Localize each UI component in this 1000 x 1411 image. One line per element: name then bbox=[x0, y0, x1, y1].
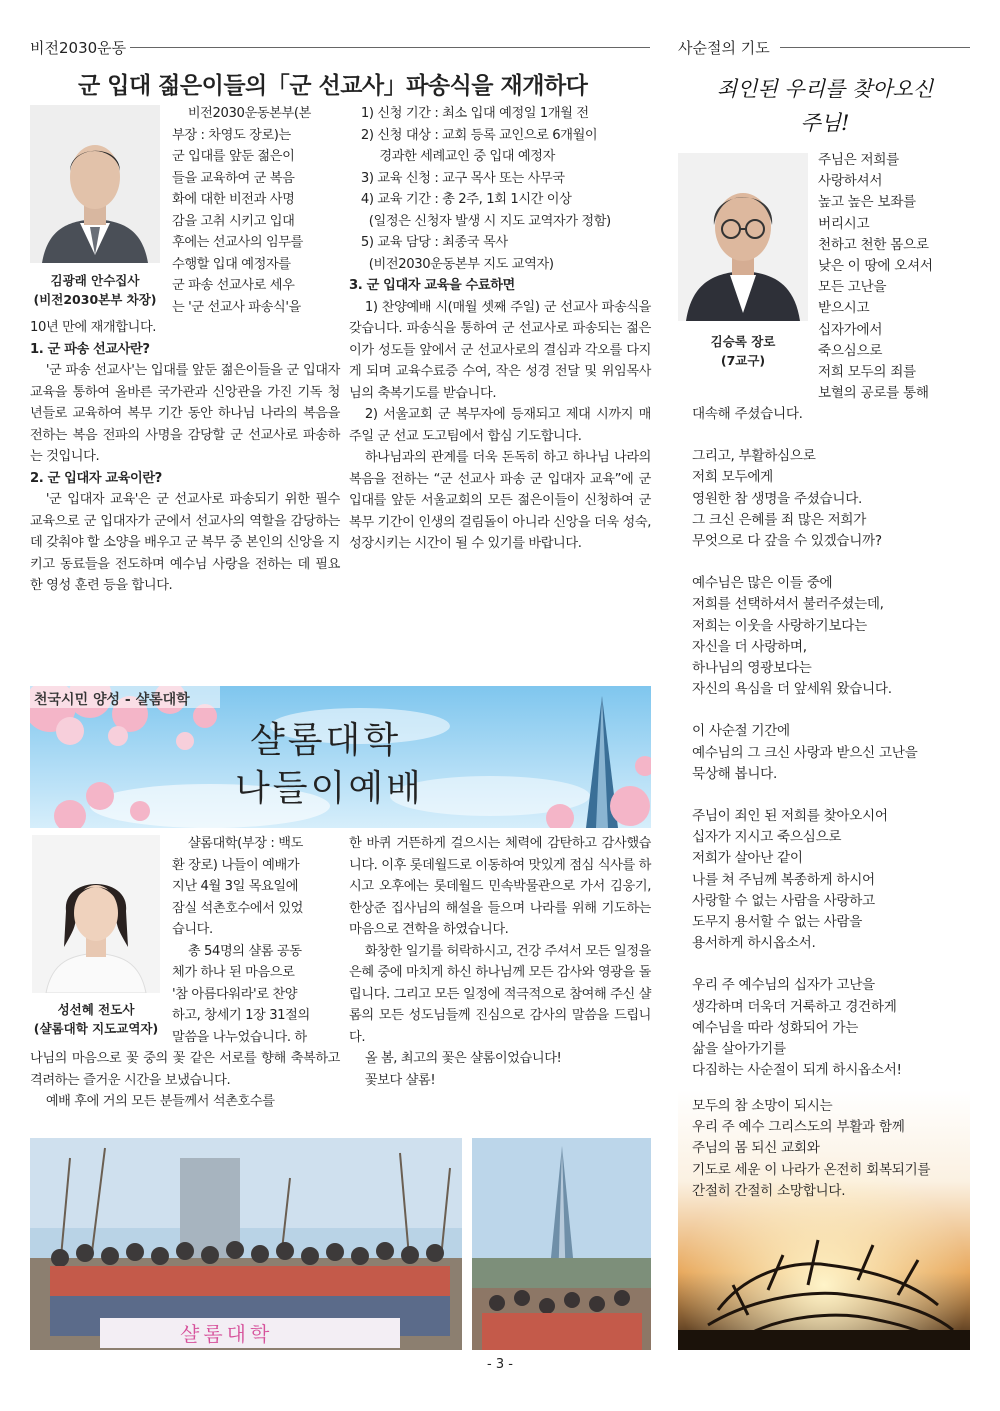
prayer-final-stanza bbox=[692, 1096, 968, 1202]
caption-role: (샬롬대학 지도교역자) bbox=[33, 1021, 159, 1036]
prayer-line: 저희 모두에게 bbox=[692, 469, 774, 486]
intro-line: 체가 하나 된 마음으로 bbox=[172, 965, 295, 980]
banner-label: 천국시민 양성 - 샬롬대학 bbox=[34, 692, 190, 708]
list-item: 경과한 세례교인 중 입대 예정자 bbox=[379, 149, 555, 164]
prayer-line: 주님이 죄인 된 저희를 찾아오시어 bbox=[692, 808, 888, 825]
prayer-line: 십자가 지시고 죽으심으로 bbox=[692, 829, 842, 846]
tower-photo bbox=[472, 1138, 651, 1350]
heading-2: 2. 군 입대자 교육이란? bbox=[30, 470, 162, 486]
prayer-line: 용서하게 하시옵소서. bbox=[692, 935, 816, 952]
banner-text: 샬롬대학 bbox=[180, 1322, 274, 1346]
page-number: - 3 - bbox=[487, 1357, 513, 1372]
prayer-line: 묵상해 봅니다. bbox=[692, 765, 778, 782]
paragraph-5: 하나님과의 관계를 더욱 돈독히 하고 하나님 나라의 복음을 전하는 “군 선교사 파송 군 입대자 교육”에 군 입대를 앞둔 서울교회의 모든 젊은이들이 신청하여 군 복무 기간이 인생의 걸림돌이 아니라 신앙을 더욱 성숙, 성장시키는 시간이 될 수 있기를 바랍니다. bbox=[349, 450, 651, 551]
prayer-line: 기도로 세운 이 나라가 온전히 회복되기를 bbox=[692, 1161, 931, 1178]
prayer-line: 삶을 살아가기를 bbox=[692, 1041, 786, 1058]
list-item: 3) 교육 신청 : 교구 목사 또는 사무국 bbox=[360, 170, 565, 186]
paragraph-3: 한 바퀴 거뜬하게 걸으시는 체력에 감탄하고 감사했습니다. 이후 롯데월드로 이동하여 맛있게 점심 식사를 하시고 오후에는 롯데월드 민속박물관으로 가서 김웅기, 한상준 집사님의 해설을 들으며 나라를 위해 기도하는 마음으로 견학을 하였습니다. bbox=[349, 836, 651, 937]
photo-caption bbox=[672, 332, 814, 370]
intro-line: 샬롬대학(부장 : 백도 bbox=[187, 836, 303, 851]
prayer-line: 십자가에서 bbox=[818, 321, 883, 338]
section-label: 비전2030운동 bbox=[30, 39, 127, 57]
portrait-photo bbox=[678, 153, 808, 321]
article-body-right bbox=[349, 103, 651, 555]
prayer-line: 다짐하는 사순절이 되게 하시옵소서! bbox=[692, 1062, 902, 1079]
prayer-line: 무엇으로 다 갚을 수 있겠습니까? bbox=[692, 533, 882, 550]
prayer-line: 이 사순절 기간에 bbox=[692, 723, 790, 740]
intro-line: 부장 : 차영도 장로)는 bbox=[172, 127, 291, 143]
intro-tail: 10년 만에 재개합니다. bbox=[30, 320, 157, 335]
intro-tail: 나님의 마음으로 꽃 중의 꽃 같은 서로를 향해 축복하고 격려하는 즐거운 시간을 보냈습니다. bbox=[30, 1051, 340, 1088]
prayer-line: 생각하며 더욱더 거룩하고 경건하게 bbox=[692, 998, 897, 1015]
intro-line: 화에 대한 비전과 사명 bbox=[172, 192, 295, 207]
list-item: 2) 신청 대상 : 교회 등록 교인으로 6개월이 bbox=[360, 127, 598, 143]
photo-caption bbox=[24, 271, 166, 309]
prayer-title-line2: 주님! bbox=[800, 111, 850, 135]
intro-line: 군 입대를 앞둔 젊은이 bbox=[172, 149, 295, 164]
article-intro bbox=[172, 103, 340, 318]
prayer-line: 하나님의 영광보다는 bbox=[692, 660, 812, 677]
paragraph-6: 꽃보다 샬롬! bbox=[364, 1072, 436, 1088]
prayer-line: 천하고 천한 몸으로 bbox=[818, 236, 929, 253]
prayer-line: 사랑할 수 없는 사람을 사랑하고 bbox=[692, 892, 875, 909]
prayer-line: 받으시고 bbox=[818, 300, 870, 317]
intro-line: 습니다. bbox=[172, 922, 213, 937]
crown-of-thorns-image bbox=[678, 1090, 970, 1350]
paragraph-4: 2) 서울교회 군 복무자에 등재되고 제대 시까지 매 주일 군 선교 도고팀에서 합심 기도합니다. bbox=[349, 407, 651, 444]
prayer-title-line1: 죄인된 우리를 찾아오신 bbox=[716, 77, 934, 101]
prayer-line: 우리 주 예수님의 십자가 고난을 bbox=[692, 977, 875, 994]
prayer-line: 낮은 이 땅에 오셔서 bbox=[818, 258, 933, 275]
prayer-line: 대속해 주셨습니다. bbox=[692, 406, 803, 422]
intro-line: 지난 4월 3일 목요일에 bbox=[172, 879, 299, 894]
heading-3: 3. 군 입대자 교육을 수료하면 bbox=[349, 278, 515, 293]
prayer-line: 간절히 간절히 소망합니다. bbox=[692, 1182, 846, 1199]
intro-line: 군 파송 선교사로 세우 bbox=[172, 278, 295, 293]
banner-title-line1: 샬롬대학 bbox=[250, 720, 402, 761]
prayer-line: 예수님을 따라 성화되어 가는 bbox=[692, 1019, 859, 1036]
prayer-line: 죽으심으로 bbox=[818, 342, 883, 359]
caption-role: (비전2030본부 차장) bbox=[33, 292, 157, 307]
intro-line: 하고, 창세기 1장 31절의 bbox=[172, 1008, 310, 1023]
prayer-line: 저희 모두의 죄를 bbox=[818, 364, 916, 381]
prayer-line: 그리고, 부활하심으로 bbox=[692, 448, 816, 465]
prayer-line: 사랑하셔서 bbox=[818, 173, 883, 190]
prayer-line: 도무지 용서할 수 없는 사람을 bbox=[692, 914, 863, 931]
caption-name: 성선혜 전도사 bbox=[57, 1002, 135, 1017]
section-label: 사순절의 기도 bbox=[678, 39, 770, 57]
paragraph-2: '군 입대자 교육'은 군 선교사로 파송되기 위한 필수 교육으로 군 입대자가 군에서 선교사의 역할을 감당하는 데 갖춰야 할 소양을 배우고 군 복무 중 본인의 신앙을 지키고 동료들을 전도하며 예수님 사랑을 전하는 데 필요한 영성 훈련 등을 합니다. bbox=[30, 492, 340, 593]
intro-line: '참 아름다워라'로 찬양 bbox=[172, 986, 298, 1002]
caption-name: 김광래 안수집사 bbox=[50, 273, 140, 288]
list-item: 5) 교육 담당 : 최종국 목사 bbox=[360, 235, 508, 250]
paragraph-3: 1) 찬양예배 시(매월 셋째 주일) 군 선교사 파송식을 갖습니다. 파송식을 통하여 군 선교사로 파송되는 젊은이가 성도들 앞에서 군 선교사로의 결심과 각오를 다지게 되며 교육수료증 수여, 작은 성경 전달 및 위임목사님의 축복기도를 받습니다. bbox=[349, 299, 651, 401]
paragraph-5: 올 봄, 최고의 꽃은 샬롬이었습니다! bbox=[364, 1051, 562, 1066]
prayer-line: 높고 높은 보좌를 bbox=[818, 194, 916, 211]
prayer-line: 나를 쳐 주님께 복종하게 하시어 bbox=[692, 871, 875, 888]
prayer-line: 우리 주 예수 그리스도의 부활과 함께 bbox=[692, 1119, 905, 1136]
portrait-photo bbox=[32, 835, 160, 993]
prayer-line: 주님은 저희를 bbox=[818, 152, 900, 168]
prayer-line: 버리시고 bbox=[818, 215, 870, 232]
list-item: (비전2030운동본부 지도 교역자) bbox=[368, 256, 554, 272]
intro-line: 감을 고취 시키고 입대 bbox=[172, 213, 295, 229]
intro-line: 는 '군 선교사 파송식'을 bbox=[172, 299, 301, 315]
article-title: 군 입대 젊은이들의「군 선교사」파송식을 재개하다 bbox=[78, 73, 588, 99]
section-divider bbox=[130, 47, 650, 48]
prayer-line: 저희를 선택하셔서 불러주셨는데, bbox=[692, 596, 884, 613]
paragraph-4: 화창한 일기를 허락하시고, 건강 주셔서 모든 일정을 은혜 중에 마치게 하신 하나님께 모든 감사와 영광을 돌립니다. 그리고 모든 일정에 적극적으로 참여해 주신 샬롬의 모든 성도님들께 진심으로 감사의 말씀을 드립니다. bbox=[349, 943, 651, 1045]
list-item: 1) 신청 기간 : 최소 입대 예정일 1개월 전 bbox=[360, 106, 589, 121]
paragraph-1: '군 파송 선교사'는 입대를 앞둔 젊은이들을 군 입대자 교육을 통하여 올바른 국가관과 신앙관을 가진 기독 청년들로 교육하여 복무 기간 동안 하나님 나라의 복음을 전하는 복음 전파의 사명을 감당할 군 선교사로 파송하는 것입니다. bbox=[30, 363, 340, 464]
paragraph-2: 예배 후에 거의 모든 분들께서 석촌호수를 bbox=[45, 1094, 275, 1109]
prayer-line: 모두의 참 소망이 되시는 bbox=[692, 1098, 833, 1114]
list-item: 4) 교육 기간 : 총 2주, 1회 1시간 이상 bbox=[360, 192, 572, 207]
heading-1: 1. 군 파송 선교사란? bbox=[30, 341, 150, 357]
intro-line: 비전2030운동본부(본 bbox=[187, 106, 311, 121]
article-intro bbox=[172, 833, 340, 1048]
prayer-line: 보혈의 공로를 통해 bbox=[818, 385, 929, 402]
list-item: (일정은 신청자 발생 시 지도 교역자가 정함) bbox=[368, 213, 611, 229]
prayer-line: 저희가 살아난 같이 bbox=[692, 850, 803, 867]
intro-line: 총 54명의 샬롬 공동 bbox=[187, 943, 302, 959]
article-body-left bbox=[30, 1048, 340, 1113]
article-body-right bbox=[349, 833, 651, 1091]
prayer-line: 자신의 욕심을 더 앞세워 왔습니다. bbox=[692, 681, 892, 698]
prayer-line: 예수님의 그 크신 사랑과 받으신 고난을 bbox=[692, 744, 918, 761]
intro-line: 들을 교육하여 군 복음 bbox=[172, 170, 295, 186]
article-body-left bbox=[30, 317, 340, 597]
prayer-line: 모든 고난을 bbox=[818, 279, 887, 296]
caption-name: 김승록 장로 bbox=[710, 334, 776, 349]
photo-caption bbox=[22, 1000, 170, 1038]
prayer-line: 주님의 몸 되신 교회와 bbox=[692, 1140, 820, 1157]
prayer-line: 예수님은 많은 이들 중에 bbox=[692, 575, 833, 592]
intro-line: 잠실 석촌호수에서 있었 bbox=[172, 900, 303, 916]
portrait-photo bbox=[30, 105, 160, 263]
prayer-body bbox=[692, 404, 977, 1102]
prayer-line: 그 크신 은혜를 죄 많은 저희가 bbox=[692, 511, 867, 528]
group-photo bbox=[30, 1138, 462, 1350]
intro-line: 후에는 선교사의 임무를 bbox=[172, 235, 303, 250]
event-banner bbox=[30, 686, 651, 828]
intro-line: 환 장로) 나들이 예배가 bbox=[172, 857, 300, 873]
caption-role: (7교구) bbox=[720, 353, 766, 368]
prayer-first-stanza bbox=[818, 150, 978, 404]
banner-title-line2: 나들이예배 bbox=[235, 768, 424, 809]
prayer-line: 자신을 더 사랑하며, bbox=[692, 638, 807, 655]
intro-line: 수행할 입대 예정자를 bbox=[172, 256, 291, 272]
intro-line: 말씀을 나누었습니다. 하 bbox=[172, 1029, 307, 1045]
prayer-title bbox=[680, 72, 970, 140]
prayer-line: 저희는 이웃을 사랑하기보다는 bbox=[692, 617, 867, 634]
prayer-line: 영원한 참 생명을 주셨습니다. bbox=[692, 490, 863, 507]
section-divider bbox=[780, 47, 970, 48]
